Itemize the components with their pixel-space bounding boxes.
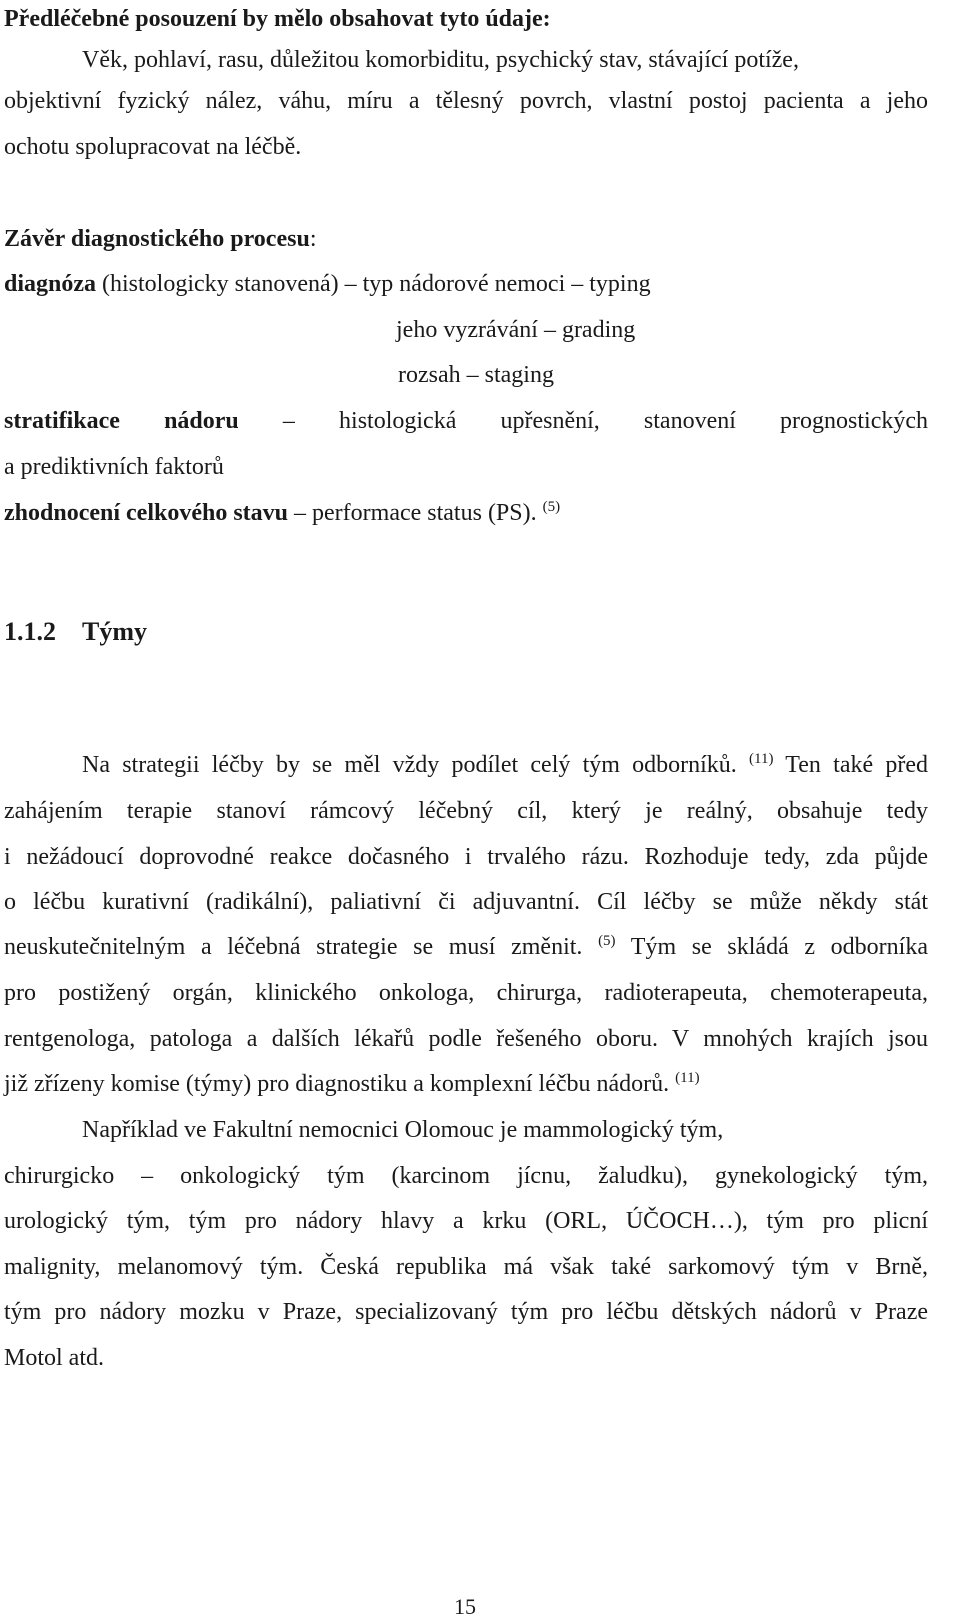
paragraph-line: o léčbu kurativní (radikální), paliativní či adjuvantní. Cíl léčby se může někdy stát <box>4 889 928 915</box>
text-line: ochotu spolupracovat na léčbě. <box>4 134 302 160</box>
heading-number: 1.1.2 <box>4 617 56 646</box>
section-title-predlecebne: Předléčebné posouzení by mělo obsahovat tyto údaje: <box>4 6 551 32</box>
text-line: a prediktivních faktorů <box>4 454 224 480</box>
paragraph-line: urologický tým, tým pro nádory hlavy a krku (ORL, ÚČOCH…), tým pro plicní <box>4 1208 928 1234</box>
paragraph-line: i nežádoucí doprovodné reakce dočasného i trvalého rázu. Rozhoduje tedy, zda půjde <box>4 844 928 870</box>
paragraph-line: tým pro nádory mozku v Praze, specializovaný tým pro léčbu dětských nádorů v Praze <box>4 1299 928 1325</box>
paragraph-line: Na strategii léčby by se měl vždy podílet celý tým odborníků. $^{(11)}$ Ten také před <box>82 751 928 778</box>
paragraph-line: Například ve Fakultní nemocnici Olomouc je mammologický tým, <box>82 1117 724 1143</box>
heading-title: Týmy <box>82 617 147 646</box>
paragraph-line: malignity, melanomový tým. Česká republika má však také sarkomový tým v Brně, <box>4 1254 928 1280</box>
paragraph-line: Motol atd. <box>4 1345 104 1371</box>
stratification-line: stratifikace nádoru – histologická upřesnění, stanovení prognostických <box>4 408 929 434</box>
diagnosis-line: diagnóza (histologicky stanovená) – typ nádorové nemoci – typing <box>4 271 651 297</box>
grading-line: jeho vyzrávání – grading <box>396 317 636 343</box>
overall-state-line: zhodnocení celkového stavu – performace status (PS). $^{(5)}$ <box>4 499 561 526</box>
staging-line: rozsah – staging <box>398 362 554 388</box>
citation-ref: (5) <box>598 933 616 949</box>
paragraph-line: již zřízeny komise (týmy) pro diagnostiku a komplexní léčbu nádorů. $^{(11)}$ <box>4 1070 700 1097</box>
citation-ref: (11) <box>749 751 774 767</box>
section-heading-tymy <box>4 615 928 649</box>
paragraph-line: neuskutečnitelným a léčebná strategie se musí změnit. $^{(5)}$ Tým se skládá z odborníka <box>4 933 928 960</box>
text-line: objektivní fyzický nález, váhu, míru a tělesný povrch, vlastní postoj pacienta a jeho <box>4 88 928 114</box>
paragraph-line: rentgenologa, patologa a dalších lékařů podle řešeného oboru. V mnohých krajích jsou <box>4 1026 928 1052</box>
citation-ref: (5) <box>542 499 561 515</box>
page-number: 15 <box>454 1594 476 1619</box>
paragraph-line: pro postižený orgán, klinického onkologa, chirurga, radioterapeuta, chemoterapeuta, <box>4 980 928 1006</box>
citation-ref: (11) <box>675 1070 700 1086</box>
paragraph-line: zahájením terapie stanoví rámcový léčebný cíl, který je reálný, obsahuje tedy <box>4 798 928 824</box>
paragraph-line: chirurgicko – onkologický tým (karcinom jícnu, žaludku), gynekologický tým, <box>4 1163 928 1189</box>
section-title-zaver: Závěr diagnostického procesu: <box>4 226 317 252</box>
text-line: Věk, pohlaví, rasu, důležitou komorbiditu, psychický stav, stávající potíže, <box>82 47 799 73</box>
